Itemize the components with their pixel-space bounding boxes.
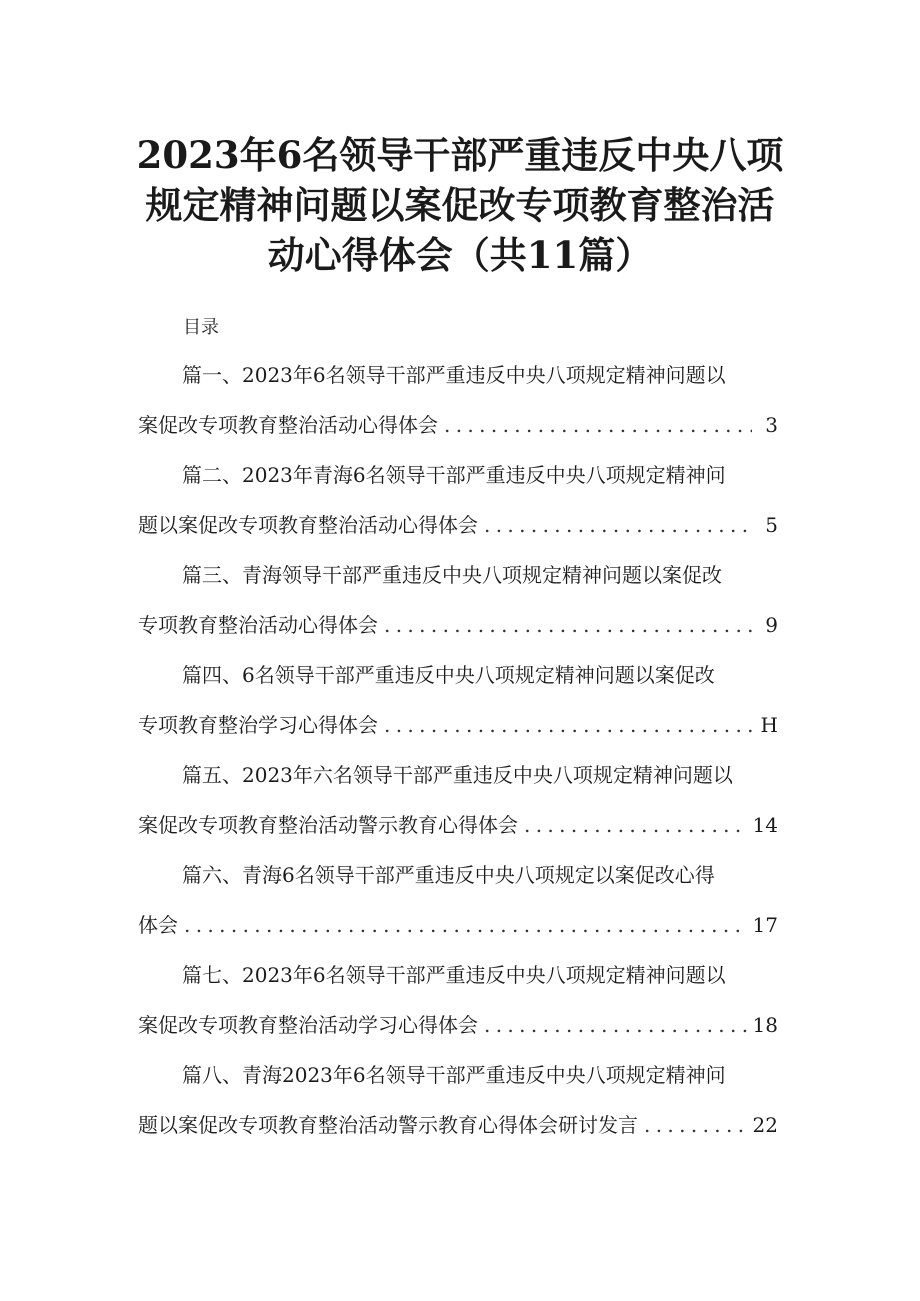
- toc-entry-title: 篇四、6名领导干部严重违反中央八项规定精神问题以案促改: [182, 663, 715, 687]
- toc-heading: 目录: [183, 317, 219, 338]
- toc-entry-continuation: 案促改专项教育整治活动心得体会: [138, 413, 438, 437]
- toc-entry-title: 篇二、2023年青海6名领导干部严重违反中央八项规定精神问: [182, 463, 726, 487]
- toc-entry-continuation-row: [138, 1008, 778, 1042]
- toc-entry-continuation: 专项教育整治学习心得体会: [138, 713, 378, 737]
- toc-entry-continuation: 案促改专项教育整治活动警示教育心得体会: [138, 813, 518, 837]
- toc-entry-title: 篇七、2023年6名领导干部严重违反中央八项规定精神问题以: [182, 963, 726, 987]
- toc-entry-title: 篇三、青海领导干部严重违反中央八项规定精神问题以案促改: [182, 563, 722, 587]
- toc-page-number: 22: [752, 1113, 778, 1137]
- toc-entry-title: 篇一、2023年6名领导干部严重违反中央八项规定精神问题以: [182, 363, 726, 387]
- dot-leader: [444, 408, 752, 442]
- toc-page-number: 14: [752, 813, 778, 837]
- toc-entry-continuation: 题以案促改专项教育整治活动心得体会: [138, 513, 478, 537]
- toc-entry-6[interactable]: [138, 858, 778, 958]
- toc-entry-7[interactable]: [138, 958, 778, 1058]
- toc-entry-continuation-row: [138, 1108, 778, 1142]
- dot-leader: [384, 608, 752, 642]
- dot-leader: [484, 508, 752, 542]
- toc-entry-title: 篇八、青海2023年6名领导干部严重违反中央八项规定精神问: [182, 1063, 726, 1087]
- toc-entry-title: 篇五、2023年六名领导干部严重违反中央八项规定精神问题以: [182, 763, 733, 787]
- toc-entry-1[interactable]: [138, 358, 778, 458]
- toc-entry-2[interactable]: [138, 458, 778, 558]
- toc-entry-3[interactable]: [138, 558, 778, 658]
- toc-entry-continuation-row: [138, 508, 778, 542]
- toc-entry-continuation: 题以案促改专项教育整治活动警示教育心得体会研讨发言: [138, 1113, 638, 1137]
- toc-entry-continuation-row: [138, 908, 778, 942]
- toc-entry-title: 篇六、青海6名领导干部严重违反中央八项规定以案促改心得: [182, 863, 715, 887]
- dot-leader: [484, 1008, 747, 1042]
- dot-leader: [384, 708, 752, 742]
- dot-leader: [524, 808, 747, 842]
- toc-page-number: 3: [765, 413, 778, 437]
- toc-entry-continuation-row: [138, 708, 778, 742]
- toc-page-number: H: [760, 713, 778, 737]
- toc-entry-continuation: 专项教育整治活动心得体会: [138, 613, 378, 637]
- toc-entry-continuation: 体会: [138, 913, 178, 937]
- toc-entry-8[interactable]: [138, 1058, 778, 1158]
- toc-page-number: 18: [752, 1013, 778, 1037]
- toc-page-number: 17: [752, 913, 778, 937]
- toc-page-number: 5: [765, 513, 778, 537]
- document-title: 2023年6名领导干部严重违反中央八项规定精神问题以案促改专项教育整治活动心得体会（共11篇）: [136, 133, 784, 277]
- dot-leader: [644, 1108, 747, 1142]
- toc-entry-continuation-row: [138, 608, 778, 642]
- toc-entry-continuation-row: [138, 408, 778, 442]
- toc-entry-continuation-row: [138, 808, 778, 842]
- toc-entry-5[interactable]: [138, 758, 778, 858]
- toc-entry-continuation: 案促改专项教育整治活动学习心得体会: [138, 1013, 478, 1037]
- toc-page-number: 9: [765, 613, 778, 637]
- dot-leader: [184, 908, 747, 942]
- table-of-contents: [138, 358, 778, 1158]
- toc-entry-4[interactable]: [138, 658, 778, 758]
